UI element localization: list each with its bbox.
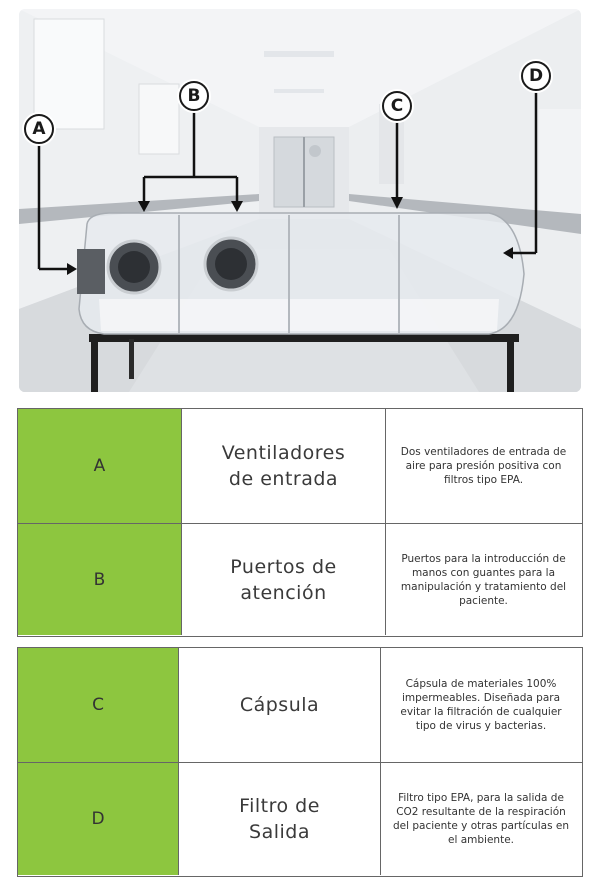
row-a-letter-text: A xyxy=(93,456,106,476)
row-c-description-text: Cápsula de materiales 100% impermeables. Diseñada para evitar la filtración de cualquier tipo de virus y bacterias. xyxy=(400,678,562,732)
callout-b-label: B xyxy=(187,86,201,106)
callout-d xyxy=(521,61,551,91)
isolation-capsule-photo xyxy=(19,9,581,392)
row-b-name-line1: Puertos de xyxy=(230,555,337,578)
row-a-name xyxy=(182,409,386,523)
callout-d-label: D xyxy=(528,66,544,86)
row-a-name-line2: de entrada xyxy=(228,468,339,490)
row-b-description xyxy=(386,524,581,635)
row-b-name-line2: atención xyxy=(240,581,327,604)
table-row-b xyxy=(18,524,582,635)
components-table-bottom xyxy=(17,647,583,877)
row-c-name-line1: Cápsula xyxy=(239,694,320,716)
row-d-description-text: Filtro tipo EPA, para la salida de CO2 resultante de la respiración del paciente y otras partículas en el ambiente. xyxy=(392,792,569,846)
table-row-a xyxy=(18,409,582,524)
row-a-description xyxy=(386,409,581,523)
row-b-name xyxy=(182,524,386,635)
row-c-description xyxy=(381,648,581,762)
callout-a xyxy=(24,114,54,144)
callout-c xyxy=(382,91,412,121)
row-c-letter xyxy=(18,648,179,762)
hospital-corridor-illustration xyxy=(19,9,581,392)
row-a-letter xyxy=(18,409,182,523)
row-c-letter-text: C xyxy=(92,695,104,715)
row-b-letter-text: B xyxy=(93,569,106,590)
row-d-name-line1: Filtro de xyxy=(239,795,320,817)
row-d-name-line2: Salida xyxy=(249,821,310,843)
callout-c-label: C xyxy=(390,96,404,116)
row-d-description xyxy=(381,763,581,875)
row-b-description-text: Puertos para la introducción de manos con guantes para la manipulación y tratamiento del paciente. xyxy=(400,552,567,607)
row-d-letter-text: D xyxy=(91,809,105,829)
row-d-letter xyxy=(18,763,179,875)
components-table-top xyxy=(17,408,583,637)
callout-b xyxy=(179,81,209,111)
callout-a-label: A xyxy=(32,119,46,139)
row-d-name xyxy=(179,763,381,875)
table-row-c xyxy=(18,648,582,763)
row-b-letter xyxy=(18,524,182,635)
row-a-description-text: Dos ventiladores de entrada de aire para presión positiva con filtros tipo EPA. xyxy=(400,446,567,486)
table-row-d xyxy=(18,763,582,875)
row-c-name xyxy=(179,648,381,762)
row-a-name-line1: Ventiladores xyxy=(221,442,346,464)
